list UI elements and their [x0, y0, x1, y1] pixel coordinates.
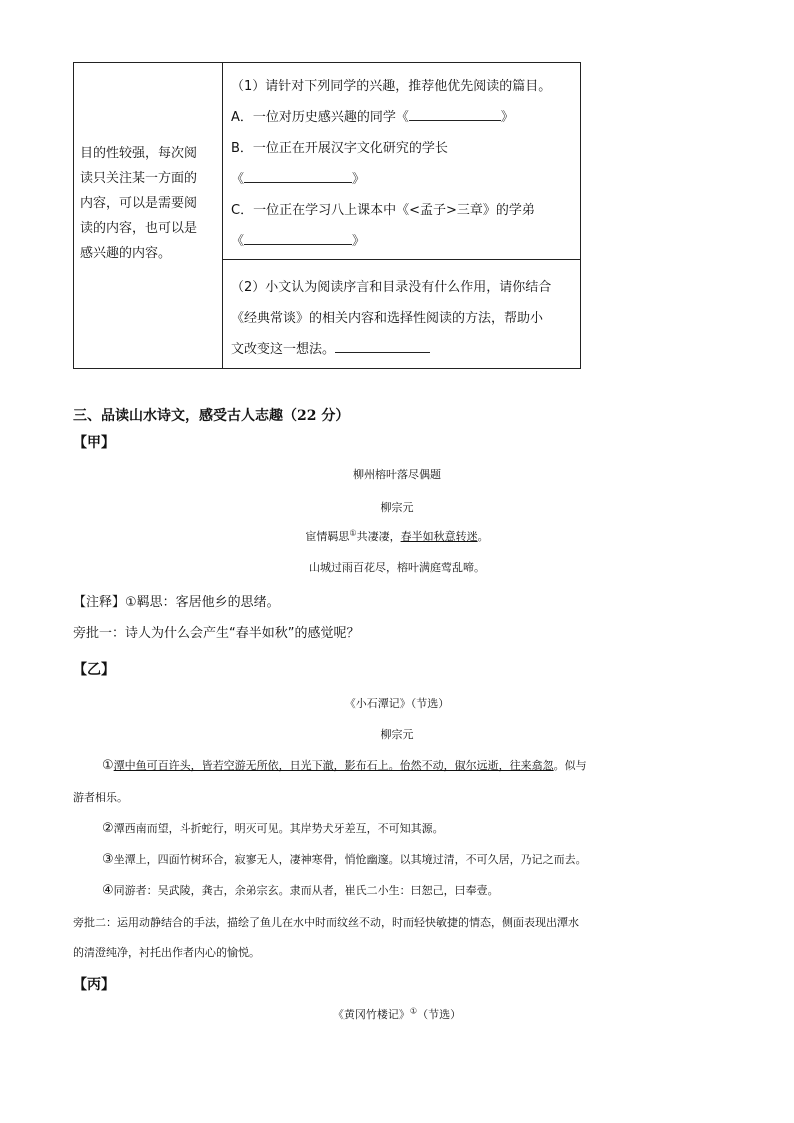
poem-line-1 — [0, 528, 794, 544]
side-comment-1: 旁批一：诗人为什么会产生“春半如秋”的感觉呢？ — [73, 626, 360, 641]
paragraph-4-text: 同游者：吴武陵，龚古，余弟宗玄。隶而从者，崔氏二小生：曰恕己，曰奉壹。 — [113, 884, 499, 897]
poem-line-2: 山城过雨百花尽，榕叶满庭莺乱啼。 — [309, 561, 485, 574]
poem-line-1-pre: 宦情羁思 — [305, 530, 350, 543]
answer-blank-a[interactable] — [409, 108, 501, 121]
question-1-option-c: C．一位正在学习八上课本中《<孟子>三章》的学弟 — [231, 203, 535, 218]
poem-title: 柳州榕叶落尽偶题 — [353, 468, 441, 481]
side-comment-2-line-2: 的清澄纯净，衬托出作者内心的愉悦。 — [73, 946, 260, 959]
left-cell-line: 感兴趣的内容。 — [80, 246, 172, 261]
bing-title-suffix: （节选） — [417, 1008, 462, 1021]
close-bracket: 》 — [500, 110, 514, 125]
annotation-note: 【注释】①羁思：客居他乡的思绪。 — [73, 595, 280, 610]
paragraph-1-line-2: 游者相乐。 — [73, 791, 128, 804]
open-bracket: 《 — [231, 172, 245, 187]
paragraph-2-text: 潭西南而望，斗折蛇行，明灭可见。其岸势犬牙差互，不可知其源。 — [113, 822, 444, 835]
paragraph-number: ④ — [102, 883, 114, 898]
answer-blank-q2[interactable] — [335, 340, 430, 353]
question-2-line: 《经典常谈》的相关内容和选择性阅读的方法，帮助小 — [231, 311, 544, 326]
paragraph-3 — [102, 851, 587, 867]
paragraph-4 — [102, 882, 499, 898]
table-column-divider — [222, 63, 223, 368]
question-1-option-a — [231, 106, 514, 125]
prose-author: 柳宗元 — [380, 728, 414, 741]
open-bracket: 《 — [231, 234, 245, 249]
left-cell-line: 目的性较强，每次阅 — [80, 146, 198, 161]
reading-table — [73, 62, 581, 369]
side-comment-2-line-1: 旁批二：运用动静结合的手法，描绘了鱼儿在水中时而纹丝不动，时而轻快敏捷的情态，侧面表现出潭水 — [73, 916, 579, 929]
label-yi: 【乙】 — [73, 662, 115, 678]
paragraph-number: ① — [102, 758, 114, 773]
question-2-line-text: 文改变这一想法。 — [231, 342, 336, 357]
label-bing: 【丙】 — [73, 977, 115, 993]
bing-title — [0, 1006, 794, 1022]
left-cell-line: 读的内容，也可以是 — [80, 221, 198, 236]
close-bracket: 》 — [352, 234, 366, 249]
question-1-option-c-answer — [231, 230, 365, 249]
close-bracket: 》 — [352, 172, 366, 187]
answer-blank-b[interactable] — [244, 170, 352, 183]
paragraph-1-end: 。似与 — [553, 759, 587, 772]
poem-line-1-underlined: 春半如秋意转迷 — [400, 530, 478, 543]
poem-author: 柳宗元 — [380, 501, 414, 514]
left-cell-line: 内容，可以是需要阅 — [80, 196, 198, 211]
table-left-cell — [80, 141, 214, 266]
question-1-title: （1）请针对下列同学的兴趣，推荐他优先阅读的篇目。 — [231, 79, 552, 94]
paragraph-2 — [102, 820, 444, 836]
question-2-line — [231, 338, 430, 357]
left-cell-line: 读只关注某一方面的 — [80, 171, 198, 186]
paragraph-number: ② — [102, 821, 114, 836]
label-jia: 【甲】 — [73, 435, 115, 451]
section-heading: 三、品读山水诗文，感受古人志趣（22 分） — [73, 408, 350, 424]
paragraph-1-underlined: 潭中鱼可百许头，皆若空游无所依，日光下澈，影布石上。佁然不动，俶尔远逝，往来翕忽 — [113, 759, 554, 772]
table-row-divider — [222, 259, 580, 260]
bing-title-text: 《黄冈竹楼记》 — [332, 1008, 410, 1021]
paragraph-1 — [102, 757, 587, 773]
question-1-option-b-answer — [231, 168, 365, 187]
paragraph-number: ③ — [102, 852, 114, 867]
option-a-text: A．一位对历史感兴趣的同学《 — [231, 110, 409, 125]
question-2-line: （2）小文认为阅读序言和目录没有什么作用，请你结合 — [231, 280, 552, 295]
footnote-marker: ① — [349, 528, 357, 538]
paragraph-3-text: 坐潭上，四面竹树环合，寂寥无人，凄神寒骨，悄怆幽邃。以其境过清，不可久居，乃记之而去。 — [113, 853, 587, 866]
poem-line-1-end: 。 — [477, 530, 489, 543]
footnote-marker: ① — [409, 1006, 418, 1016]
question-1-option-b: B．一位正在开展汉字文化研究的学长 — [231, 141, 448, 156]
answer-blank-c[interactable] — [244, 232, 352, 245]
prose-title: 《小石潭记》（节选） — [344, 697, 450, 710]
poem-line-1-mid: 共凄凄， — [356, 530, 401, 543]
